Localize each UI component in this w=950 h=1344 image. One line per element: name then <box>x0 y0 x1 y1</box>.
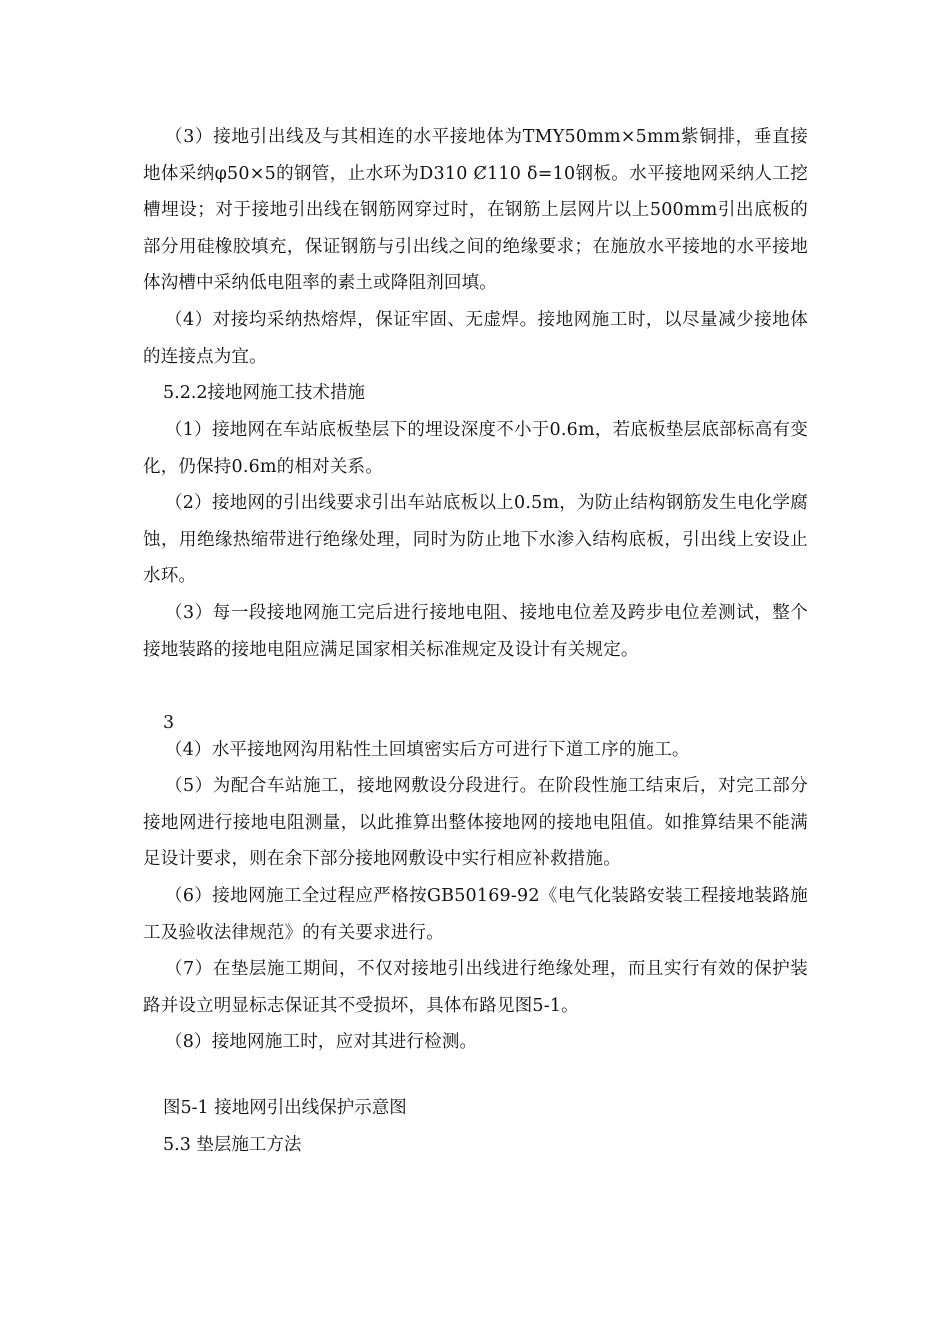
section-heading-5-2-2: 5.2.2接地网施工技术措施 <box>163 383 366 403</box>
paragraph-segmented-laying: （5）为配合车站施工，接地网敷设分段进行。在阶段性施工结束后，对完工部分接地网进行接地电阻测量，以此推算出整体接地网的接地电阻值。如推算结果不能满足设计要求，则在余下部分接地网敷设中实行相应补救措施。 <box>143 776 808 870</box>
paragraph-lead-out-insulation: （2）接地网的引出线要求引出车站底板以上0.5m，为防止结构钢筋发生电化学腐蚀，用绝缘热缩带进行绝缘处理，同时为防止地下水渗入结构底板，引出线上安设止水环。 <box>143 493 808 587</box>
paragraph-welding: （4）对接均采纳热熔焊，保证牢固、无虚焊。接地网施工时，以尽量减少接地体的连接点为宜。 <box>143 310 808 367</box>
paragraph-burial-depth: （1）接地网在车站底板垫层下的埋设深度不小于0.6m，若底板垫层底部标高有变化，仍保持0.6m的相对关系。 <box>143 420 808 477</box>
paragraph-grounding-lead-material: （3）接地引出线及与其相连的水平接地体为TMY50mm×5mm紫铜排，垂直接地体采纳φ50×5的钢管，止水环为D310 Ȼ110 δ=10钢板。水平接地网采纳人工挖槽埋设；对于接地引出线在钢筋网穿过时，在钢筋上层网片以上500mm引出底板的部分用硅橡胶填充，保证钢筋与引出线之间的绝缘要求；在施放水平接地的水平接地体沟槽中采纳低电阻率的素土或降阻剂回填。 <box>143 127 808 294</box>
paragraph-resistance-testing: （3）每一段接地网施工完后进行接地电阻、接地电位差及跨步电位差测试，整个接地装路的接地电阻应满足国家相关标准规定及设计有关规定。 <box>143 603 808 660</box>
section-heading-5-3: 5.3 垫层施工方法 <box>163 1135 302 1155</box>
paragraph-standard-compliance: （6）接地网施工全过程应严格按GB50169-92《电气化装路安装工程接地装路施工及验收法律规范》的有关要求进行。 <box>143 886 808 943</box>
paragraph-protection-marking: （7）在垫层施工期间，不仅对接地引出线进行绝缘处理，而且实行有效的保护装路并设立明显标志保证其不受损坏，具体布路见图5-1。 <box>143 959 808 1016</box>
figure-caption: 图5-1 接地网引出线保护示意图 <box>163 1098 407 1118</box>
page-number: 3 <box>163 713 175 733</box>
paragraph-inspection: （8）接地网施工时，应对其进行检测。 <box>165 1032 478 1052</box>
paragraph-backfill: （4）水平接地网沟用粘性土回填密实后方可进行下道工序的施工。 <box>165 740 690 760</box>
